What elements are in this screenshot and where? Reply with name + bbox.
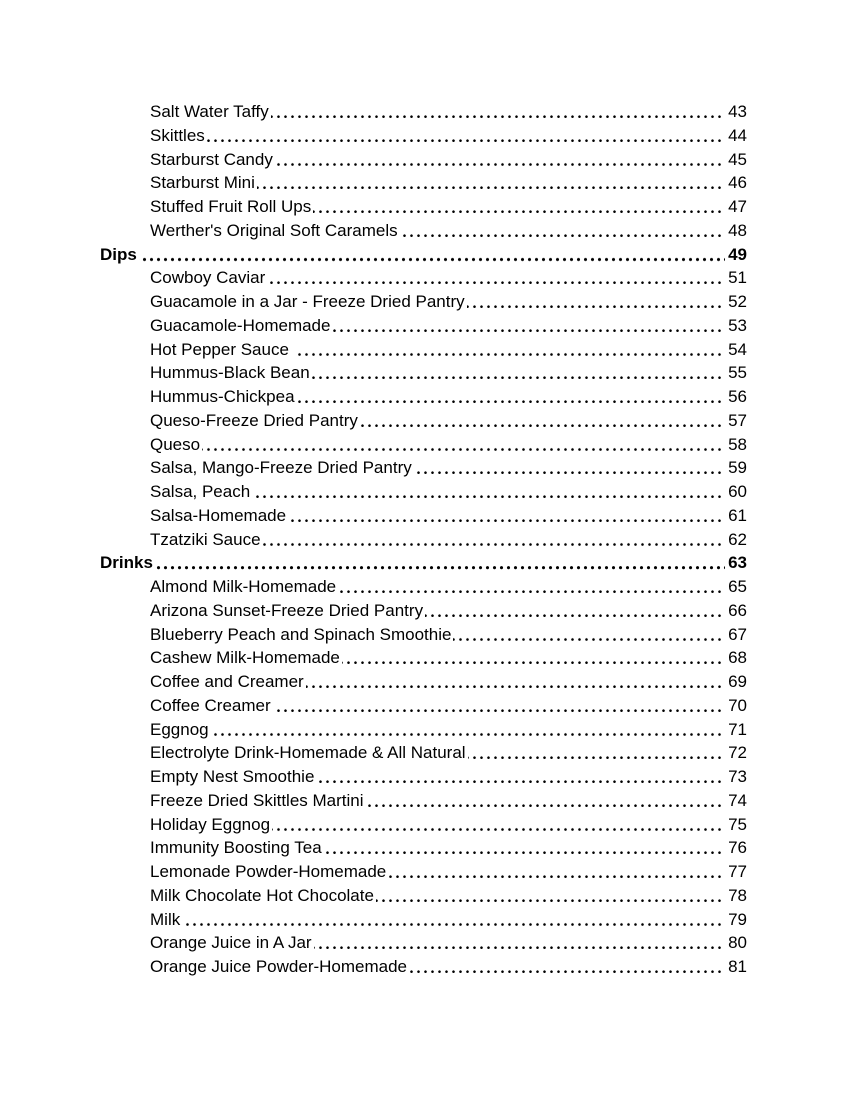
toc-entry-page-number: 80 [725, 931, 747, 955]
toc-entry-page-number: 45 [725, 148, 747, 172]
toc-entry-title: Queso [150, 433, 202, 457]
toc-entry[interactable] [150, 908, 747, 932]
toc-entry-page-number: 74 [725, 789, 747, 813]
toc-entry-title: Hummus-Black Bean [150, 361, 312, 385]
toc-entry-title: Salsa-Homemade [150, 504, 288, 528]
toc-entry[interactable] [150, 813, 747, 837]
toc-section-entry[interactable] [100, 243, 747, 267]
toc-entry[interactable] [150, 694, 747, 718]
toc-entry-page-number: 43 [725, 100, 747, 124]
toc-entry-page-number: 49 [725, 243, 747, 267]
toc-entry[interactable] [150, 860, 747, 884]
toc-entry-title: Freeze Dried Skittles Martini [150, 789, 366, 813]
toc-section-entry[interactable] [100, 551, 747, 575]
toc-entry-title: Milk [150, 908, 182, 932]
toc-entry-title: Cowboy Caviar [150, 266, 267, 290]
toc-entry-title: Tzatziki Sauce [150, 528, 263, 552]
toc-entry-title: Queso-Freeze Dried Pantry [150, 409, 360, 433]
toc-entry-title: Lemonade Powder-Homemade [150, 860, 388, 884]
toc-entry[interactable] [150, 100, 747, 124]
toc-entry-title: Orange Juice Powder-Homemade [150, 955, 409, 979]
toc-entry[interactable] [150, 338, 747, 362]
toc-entry-page-number: 57 [725, 409, 747, 433]
toc-entry-title: Skittles [150, 124, 207, 148]
toc-entry[interactable] [150, 456, 747, 480]
toc-entry-page-number: 77 [725, 860, 747, 884]
toc-entry[interactable] [150, 789, 747, 813]
toc-entry[interactable] [150, 765, 747, 789]
toc-entry[interactable] [150, 931, 747, 955]
toc-entry-page-number: 52 [725, 290, 747, 314]
toc-entry[interactable] [150, 290, 747, 314]
toc-entry[interactable] [150, 528, 747, 552]
toc-entry-page-number: 61 [725, 504, 747, 528]
toc-entry-title: Werther's Original Soft Caramels [150, 219, 400, 243]
toc-entry-title: Guacamole-Homemade [150, 314, 332, 338]
toc-entry-title: Eggnog [150, 718, 211, 742]
toc-entry-page-number: 68 [725, 646, 747, 670]
toc-entry-title: Stuffed Fruit Roll Ups [150, 195, 313, 219]
toc-entry-title: Almond Milk-Homemade [150, 575, 338, 599]
toc-entry-title: Hot Pepper Sauce [150, 338, 296, 362]
toc-entry-page-number: 79 [725, 908, 747, 932]
toc-entry[interactable] [150, 599, 747, 623]
toc-entry[interactable] [150, 124, 747, 148]
toc-entry-page-number: 51 [725, 266, 747, 290]
toc-entry-page-number: 59 [725, 456, 747, 480]
toc-entry-page-number: 63 [725, 551, 747, 575]
toc-entry-title: Electrolyte Drink-Homemade & All Natural [150, 741, 468, 765]
toc-entry-page-number: 70 [725, 694, 747, 718]
toc-entry[interactable] [150, 575, 747, 599]
toc-entry-title: Salsa, Mango-Freeze Dried Pantry [150, 456, 414, 480]
toc-entry-title: Milk Chocolate Hot Chocolate [150, 884, 376, 908]
toc-entry[interactable] [150, 670, 747, 694]
toc-entry[interactable] [150, 385, 747, 409]
toc-entry-title: Orange Juice in A Jar [150, 931, 314, 955]
toc-entry-title: Blueberry Peach and Spinach Smoothie [150, 623, 453, 647]
toc-entry-page-number: 81 [725, 955, 747, 979]
toc-entry-title: Starburst Candy [150, 148, 275, 172]
toc-entry[interactable] [150, 433, 747, 457]
toc-entry-title: Immunity Boosting Tea [150, 836, 324, 860]
toc-entry[interactable] [150, 409, 747, 433]
toc-entry-page-number: 72 [725, 741, 747, 765]
toc-entry-title: Salt Water Taffy [150, 100, 271, 124]
toc-entry-page-number: 71 [725, 718, 747, 742]
toc-entry[interactable] [150, 171, 747, 195]
toc-entry-page-number: 66 [725, 599, 747, 623]
toc-entry-page-number: 56 [725, 385, 747, 409]
toc-entry-title: Arizona Sunset-Freeze Dried Pantry [150, 599, 425, 623]
toc-entry-page-number: 60 [725, 480, 747, 504]
toc-entry-page-number: 46 [725, 171, 747, 195]
toc-entry-title: Drinks [100, 551, 155, 575]
toc-entry-page-number: 44 [725, 124, 747, 148]
toc-entry-page-number: 65 [725, 575, 747, 599]
toc-entry[interactable] [150, 741, 747, 765]
toc-entry[interactable] [150, 219, 747, 243]
toc-entry-page-number: 73 [725, 765, 747, 789]
toc-entry-page-number: 47 [725, 195, 747, 219]
toc-entry-page-number: 69 [725, 670, 747, 694]
table-of-contents [100, 100, 747, 979]
toc-entry-title: Starburst Mini [150, 171, 257, 195]
toc-entry[interactable] [150, 195, 747, 219]
toc-entry[interactable] [150, 646, 747, 670]
toc-entry-title: Coffee Creamer [150, 694, 273, 718]
toc-entry-page-number: 78 [725, 884, 747, 908]
toc-entry-page-number: 54 [725, 338, 747, 362]
toc-entry[interactable] [150, 314, 747, 338]
toc-entry-title: Dips [100, 243, 139, 267]
toc-entry-page-number: 58 [725, 433, 747, 457]
toc-entry-title: Hummus-Chickpea [150, 385, 297, 409]
toc-entry-title: Guacamole in a Jar - Freeze Dried Pantry [150, 290, 467, 314]
toc-entry-page-number: 75 [725, 813, 747, 837]
toc-entry-title: Salsa, Peach [150, 480, 252, 504]
toc-entry[interactable] [150, 266, 747, 290]
toc-entry-page-number: 53 [725, 314, 747, 338]
toc-entry-page-number: 67 [725, 623, 747, 647]
toc-entry[interactable] [150, 955, 747, 979]
toc-entry-title: Holiday Eggnog [150, 813, 272, 837]
toc-entry-page-number: 76 [725, 836, 747, 860]
toc-entry[interactable] [150, 504, 747, 528]
toc-entry[interactable] [150, 361, 747, 385]
toc-entry-page-number: 55 [725, 361, 747, 385]
toc-entry[interactable] [150, 884, 747, 908]
toc-entry-title: Cashew Milk-Homemade [150, 646, 342, 670]
toc-entry-title: Empty Nest Smoothie [150, 765, 316, 789]
toc-entry[interactable] [150, 836, 747, 860]
toc-entry-page-number: 48 [725, 219, 747, 243]
toc-entry[interactable] [150, 480, 747, 504]
toc-entry-title: Coffee and Creamer [150, 670, 306, 694]
toc-entry[interactable] [150, 718, 747, 742]
toc-entry-page-number: 62 [725, 528, 747, 552]
toc-entry[interactable] [150, 623, 747, 647]
toc-entry[interactable] [150, 148, 747, 172]
